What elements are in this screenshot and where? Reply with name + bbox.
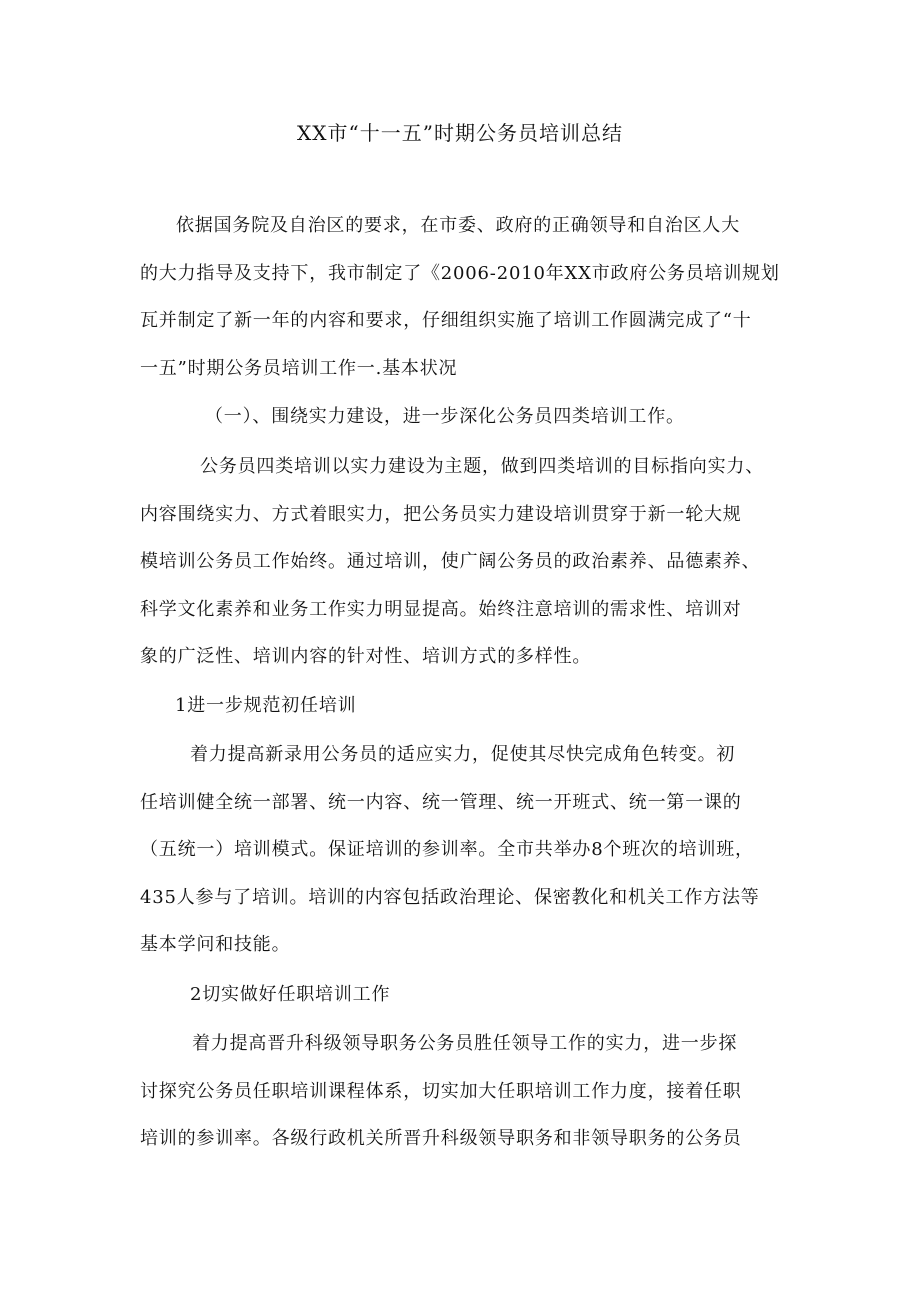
text-line: （五统一）培训模式。保证培训的参训率。全市共举办8个班次的培训班，	[140, 839, 754, 860]
text-line: 着力提高晋升科级领导职务公务员胜任领导工作的实力，进一步探	[192, 1033, 738, 1054]
section-heading: （一）、围绕实力建设，进一步深化公务员四类培训工作。	[205, 406, 685, 427]
text-line: 讨探究公务员任职培训课程体系，切实加大任职培训工作力度，接着任职	[140, 1080, 742, 1102]
text-line: 的大力指导及支持下，我市制定了《2006-2010年XX市政府公务员培训规划	[140, 262, 780, 284]
text-line: 瓦并制定了新一年的内容和要求，仔细组织实施了培训工作圆满完成了“十	[140, 310, 752, 331]
text-line: 依据国务院及自治区的要求，在市委、政府的正确领导和自治区人大	[176, 215, 740, 236]
text-line: 一五”时期公务员培训工作一.基本状况	[140, 357, 458, 379]
text-line: 科学文化素养和业务工作实力明显提高。始终注意培训的需求性、培训对	[140, 598, 742, 620]
subsection-heading: 2切实做好任职培训工作	[190, 984, 391, 1005]
intro-paragraph	[140, 202, 790, 392]
section1-paragraph	[140, 443, 790, 681]
subsection1-paragraph	[140, 731, 790, 969]
document-title: XX市“十一五”时期公务员培训总结	[297, 121, 623, 145]
text-line: 公务员四类培训以实力建设为主题，做到四类培训的目标指向实力、	[200, 456, 764, 477]
text-line: 象的广泛性、培训内容的针对性、培训方式的多样性。	[140, 646, 592, 667]
text-line: 435人参与了培训。培训的内容包括政治理论、保密教化和机关工作方法等	[140, 886, 760, 908]
text-line: 基本学问和技能。	[140, 934, 291, 955]
subsection-heading: 1进一步规范初任培训	[175, 695, 357, 716]
text-line: 培训的参训率。各级行政机关所晋升科级领导职务和非领导职务的公务员	[140, 1128, 742, 1149]
text-line: 着力提高新录用公务员的适应实力，促使其尽快完成角色转变。初	[190, 744, 736, 765]
text-line: 内容围绕实力、方式着眼实力，把公务员实力建设培训贯穿于新一轮大规	[140, 503, 742, 525]
subsection2-paragraph	[140, 1020, 790, 1163]
text-line: 任培训健全统一部署、统一内容、统一管理、统一开班式、统一第一课的	[140, 791, 742, 813]
text-line: 模培训公务员工作始终。通过培训，使广阔公务员的政治素养、品德素养、	[140, 551, 761, 572]
